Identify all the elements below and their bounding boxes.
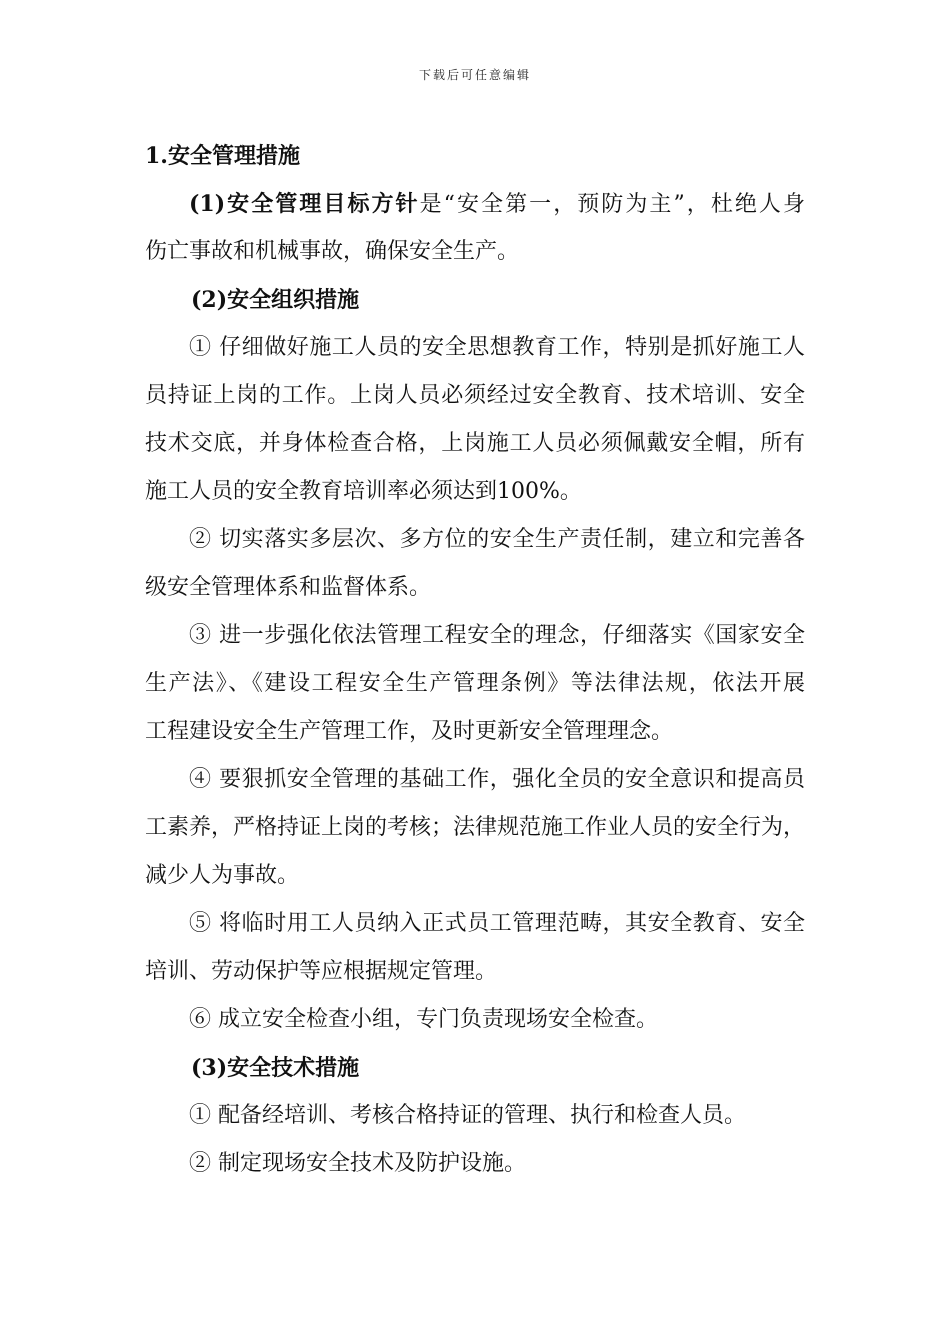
org-item-4-line-1: ④ 要狠抓安全管理的基础工作，强化全员的安全意识和提高员 <box>189 767 805 792</box>
org-item-6-line-1: ⑥ 成立安全检查小组，专门负责现场安全检查。 <box>189 1007 658 1032</box>
org-item-2-line-2: 级安全管理体系和监督体系。 <box>145 575 432 600</box>
org-item-1-line-4: 施工人员的安全教育培训率必须达到100%。 <box>145 479 582 504</box>
org-item-4-line-3: 减少人为事故。 <box>145 863 300 888</box>
goal-text: 是“安全第一，预防为主”，杜绝人身 <box>419 192 805 217</box>
org-item-5-line-1: ⑤ 将临时用工人员纳入正式员工管理范畴，其安全教育、安全 <box>189 911 805 936</box>
goal-label: (1)安全管理目标方针 <box>189 191 420 217</box>
org-item-1-line-3: 技术交底，并身体检查合格，上岗施工人员必须佩戴安全帽，所有 <box>145 431 805 456</box>
tech-item-1: ① 配备经培训、考核合格持证的管理、执行和检查人员。 <box>189 1103 746 1128</box>
org-item-3-line-1: ③ 进一步强化依法管理工程安全的理念，仔细落实《国家安全 <box>189 623 805 648</box>
org-item-3-line-2: 生产法》、《建设工程安全生产管理条例》等法律法规，依法开展 <box>145 671 805 696</box>
paragraph-1-line-1 <box>145 180 805 228</box>
heading-organization: (2)安全组织措施 <box>191 287 360 313</box>
header-note: 下载后可任意编辑 <box>418 68 531 82</box>
org-item-4-line-2: 工素养，严格持证上岗的考核；法律规范施工作业人员的安全行为， <box>145 815 806 840</box>
paragraph-1-line-2: 伤亡事故和机械事故，确保安全生产。 <box>145 239 520 264</box>
org-item-2-line-1: ② 切实落实多层次、多方位的安全生产责任制，建立和完善各 <box>189 527 805 552</box>
heading-technical: (3)安全技术措施 <box>191 1055 360 1081</box>
org-item-1-line-1: ① 仔细做好施工人员的安全思想教育工作，特别是抓好施工人 <box>189 335 805 360</box>
document-body <box>145 132 805 1188</box>
tech-item-2: ② 制定现场安全技术及防护设施。 <box>189 1151 526 1176</box>
section-title: 1.安全管理措施 <box>145 143 300 169</box>
org-item-5-line-2: 培训、劳动保护等应根据规定管理。 <box>145 959 498 984</box>
org-item-3-line-3: 工程建设安全生产管理工作，及时更新安全管理理念。 <box>145 719 674 744</box>
org-item-1-line-2: 员持证上岗的工作。上岗人员必须经过安全教育、技术培训、安全 <box>145 383 805 408</box>
